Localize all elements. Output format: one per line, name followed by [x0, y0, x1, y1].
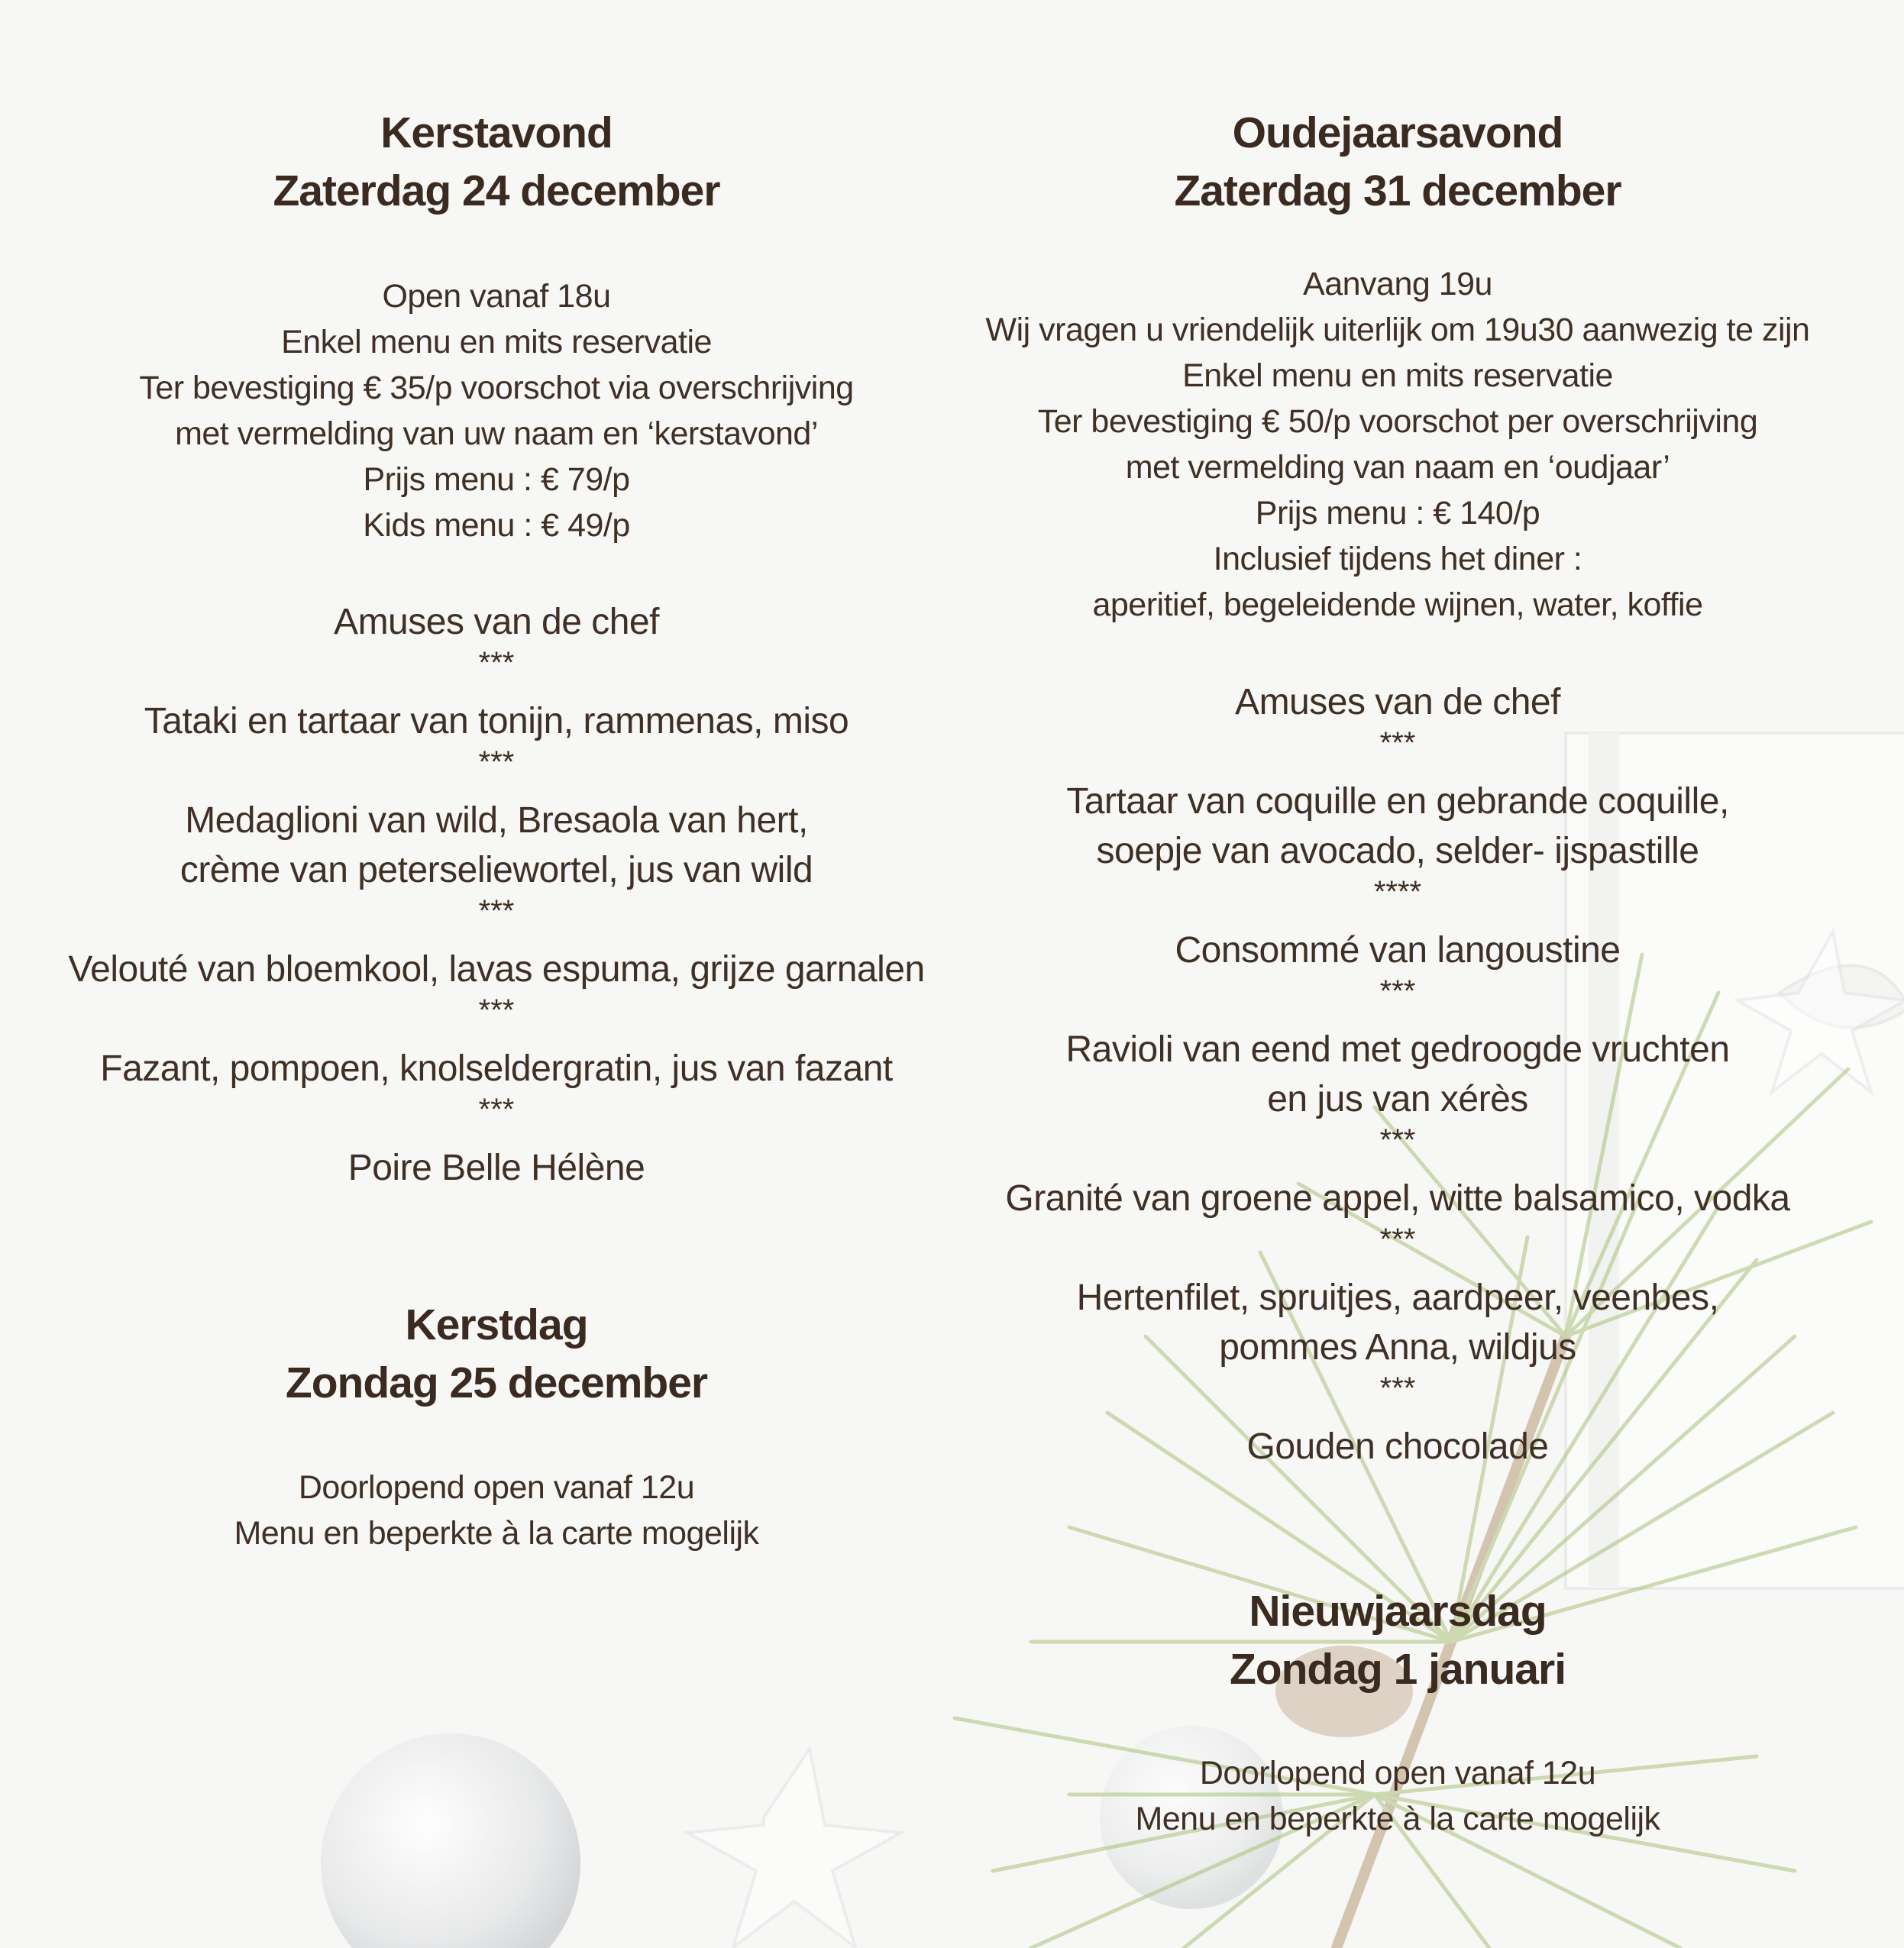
info-line: Prijs menu : € 140/p — [1255, 495, 1540, 531]
menu-dish: Amuses van de chef — [334, 602, 659, 642]
menu-dish: Hertenfilet, spruitjes, aardpeer, veenbes, — [1076, 1278, 1719, 1318]
nieuwjaarsdag-date: Zondag 1 januari — [1229, 1645, 1566, 1694]
menu-separator: *** — [478, 745, 515, 779]
menu-dish: Granité van groene appel, witte balsamico, vodka — [1005, 1178, 1790, 1219]
menu-dish: Fazant, pompoen, knolseldergratin, jus van fazant — [100, 1048, 893, 1089]
menu-dish: Gouden chocolade — [1246, 1426, 1549, 1467]
info-line: Menu en beperkte à la carte mogelijk — [234, 1515, 759, 1552]
kerstdag-date: Zondag 25 december — [285, 1358, 708, 1407]
info-line: Enkel menu en mits reservatie — [281, 324, 712, 360]
menu-dish: Tartaar van coquille en gebrande coquille, — [1066, 781, 1729, 822]
menu-dish: pommes Anna, wildjus — [1219, 1327, 1576, 1368]
christmas-bauble-icon — [321, 1733, 580, 1948]
info-line: Prijs menu : € 79/p — [363, 461, 630, 498]
menu-separator: *** — [1379, 1223, 1416, 1256]
info-line: Open vanaf 18u — [382, 278, 611, 315]
menu-dish: Consommé van langoustine — [1175, 930, 1621, 971]
info-line: met vermelding van uw naam en ‘kerstavond’ — [175, 415, 818, 452]
kerstdag-info — [38, 1465, 955, 1556]
kerstavond-info — [38, 273, 955, 548]
info-line: Kids menu : € 49/p — [363, 507, 630, 544]
menu-separator: *** — [478, 1093, 515, 1126]
info-line: Aanvang 19u — [1303, 266, 1492, 302]
menu-separator: *** — [478, 993, 515, 1027]
info-line: Ter bevestiging € 50/p voorschot per overschrijving — [1037, 403, 1758, 440]
nieuwjaarsdag-info — [939, 1750, 1856, 1842]
oudejaarsavond-info — [939, 261, 1856, 628]
kerstdag-heading — [38, 1296, 955, 1412]
kerstavond-date: Zaterdag 24 december — [273, 166, 720, 215]
kerstavond-menu — [38, 597, 955, 1193]
menu-dish: Tataki en tartaar van tonijn, rammenas, miso — [144, 701, 849, 741]
kerstavond-title: Kerstavond — [380, 108, 613, 157]
menu-separator: **** — [1373, 875, 1422, 909]
oudejaarsavond-date: Zaterdag 31 december — [1174, 166, 1621, 215]
menu-dish: en jus van xérès — [1267, 1079, 1528, 1119]
oudejaarsavond-heading — [939, 104, 1856, 220]
info-line: Enkel menu en mits reservatie — [1182, 357, 1613, 394]
menu-separator: *** — [1379, 1123, 1416, 1157]
info-line: Menu en beperkte à la carte mogelijk — [1135, 1801, 1660, 1837]
info-line: Wij vragen u vriendelijk uiterlijk om 19u30 aanwezig te zijn — [985, 312, 1810, 348]
menu-dish: Velouté van bloemkool, lavas espuma, grijze garnalen — [68, 949, 925, 990]
info-line: met vermelding van naam en ‘oudjaar’ — [1125, 449, 1670, 486]
menu-separator: *** — [1379, 726, 1416, 760]
nieuwjaarsdag-title: Nieuwjaarsdag — [1249, 1587, 1547, 1636]
menu-dish: crème van peterseliewortel, jus van wild — [179, 850, 813, 890]
kerstdag-title: Kerstdag — [405, 1300, 588, 1349]
menu-separator: *** — [1379, 1371, 1416, 1405]
menu-dish: Ravioli van eend met gedroogde vruchten — [1065, 1029, 1730, 1070]
menu-dish: Amuses van de chef — [1235, 682, 1560, 722]
oudejaarsavond-title: Oudejaarsavond — [1232, 108, 1563, 157]
menu-separator: *** — [478, 894, 515, 928]
menu-dish: Poire Belle Hélène — [348, 1148, 645, 1188]
info-line: Ter bevestiging € 35/p voorschot via overschrijving — [139, 370, 854, 406]
info-line: Doorlopend open vanaf 12u — [1199, 1755, 1596, 1791]
oudejaarsavond-menu — [939, 677, 1856, 1471]
nieuwjaarsdag-heading — [939, 1582, 1856, 1698]
menu-dish: Medaglioni van wild, Bresaola van hert, — [185, 800, 808, 841]
kerstavond-heading — [38, 104, 955, 220]
menu-dish: soepje van avocado, selder- ijspastille — [1096, 831, 1699, 871]
info-line: aperitief, begeleidende wijnen, water, koffie — [1092, 586, 1703, 623]
menu-separator: *** — [478, 646, 515, 680]
info-line: Inclusief tijdens het diner : — [1213, 541, 1582, 577]
info-line: Doorlopend open vanaf 12u — [298, 1469, 695, 1506]
menu-separator: *** — [1379, 974, 1416, 1008]
